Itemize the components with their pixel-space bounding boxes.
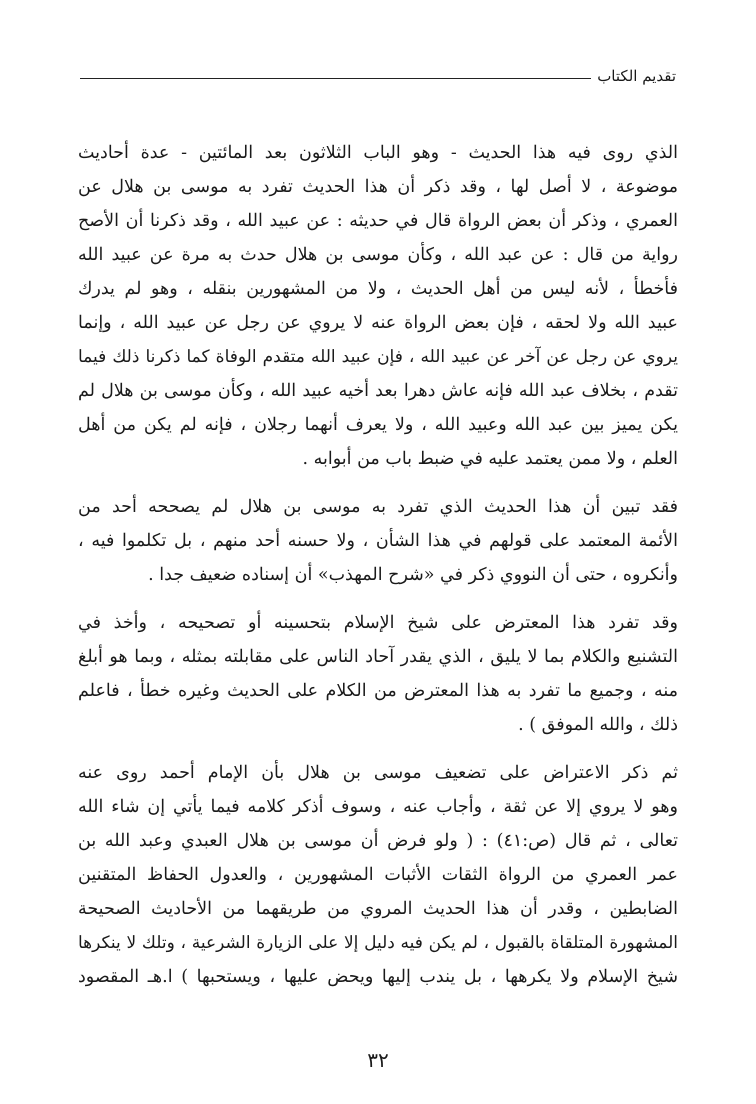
page-body (78, 136, 678, 1008)
text-line: المشهورة المتلقاة بالقبول ، لم يكن فيه دليل إلا على الزيارة الشرعية ، وتلك لا ينكرها (78, 933, 678, 953)
text-line: وقد تفرد هذا المعترض على شيخ الإسلام بتحسينه أو تصحيحه ، وأخذ في (78, 613, 678, 633)
text-line: فقد تبين أن هذا الحديث الذي تفرد به موسى بن هلال لم يصححه أحد من (78, 497, 678, 517)
header-title: تقديم الكتاب (597, 67, 676, 85)
text-line: الضابطين ، وقدر أن هذا الحديث المروي من طريقهما من الأحاديث الصحيحة (78, 899, 678, 919)
text-line: وهو لا يروي إلا عن ثقة ، وأجاب عنه ، وسوف أذكر كلامه فيما يأتي إن شاء الله (78, 797, 678, 817)
text-line: تعالى ، ثم قال (ص:٤١) : ( ولو فرض أن موسى بن هلال العبدي وعبد الله بن (78, 831, 678, 851)
text-line: ثم ذكر الاعتراض على تضعيف موسى بن هلال بأن الإمام أحمد روى عنه (78, 763, 678, 783)
text-line: منه ، وجميع ما تفرد به هذا المعترض من الكلام على الحديث وغيره خطأ ، فاعلم (78, 681, 678, 701)
text-line: عبيد الله ولا لحقه ، فإن بعض الرواة عنه لا يروي عن رجل عن عبيد الله ، وإنما (78, 313, 678, 333)
text-line: الأئمة المعتمد على قولهم في هذا الشأن ، ولا حسنه أحد منهم ، بل تكلموا فيه ، (78, 531, 678, 551)
text-line: يروي عن رجل عن آخر عن عبيد الله ، فإن عبيد الله متقدم الوفاة كما ذكرنا ذلك فيما (78, 347, 678, 367)
paragraph-1 (78, 136, 678, 476)
paragraph-2 (78, 490, 678, 592)
paragraph-3 (78, 606, 678, 742)
text-line: الذي روى فيه هذا الحديث - وهو الباب الثلاثون بعد المائتين - عدة أحاديث (78, 143, 678, 163)
text-line: العمري ، وذكر أن بعض الرواة قال في حديثه : عن عبيد الله ، وقد ذكرنا أن الأصح (78, 211, 678, 231)
paragraph-4 (78, 756, 678, 994)
text-line: التشنيع والكلام بما لا يليق ، الذي يقدر آحاد الناس على مقابلته بمثله ، وبما هو أبلغ (78, 647, 678, 667)
text-line: تقدم ، بخلاف عبد الله فإنه عاش دهرا بعد أخيه عبيد الله ، وكأن موسى بن هلال لم (78, 381, 678, 401)
text-line: العلم ، ولا ممن يعتمد عليه في ضبط باب من أبوابه . (302, 449, 678, 469)
text-line: يكن يميز بين عبد الله وعبيد الله ، ولا يعرف أنهما رجلان ، فإنه لم يكن من أهل (78, 415, 678, 435)
text-line: وأنكروه ، حتى أن النووي ذكر في «شرح المهذب» أن إسناده ضعيف جدا . (148, 565, 678, 585)
text-line: موضوعة ، لا أصل لها ، وقد ذكر أن هذا الحديث تفرد به موسى بن هلال عن (78, 177, 678, 197)
text-line: فأخطأ ، لأنه ليس من أهل الحديث ، ولا من المشهورين بنقله ، وهو لم يدرك (78, 279, 678, 299)
page-number: ٣٢ (367, 1048, 389, 1072)
running-header (80, 62, 676, 90)
text-line: عمر العمري من الرواة الثقات الأثبات المشهورين ، والعدول الحفاظ المتقنين (78, 865, 678, 885)
text-line: شيخ الإسلام ولا يكرهها ، بل يندب إليها ويحض عليها ، ويستحبها ) ا.هـ المقصود (78, 967, 678, 987)
header-rule (80, 78, 591, 79)
text-line: ذلك ، والله الموفق ) . (518, 715, 678, 735)
text-line: رواية من قال : عن عبد الله ، وكأن موسى بن هلال حدث به مرة عن عبيد الله (78, 245, 678, 265)
